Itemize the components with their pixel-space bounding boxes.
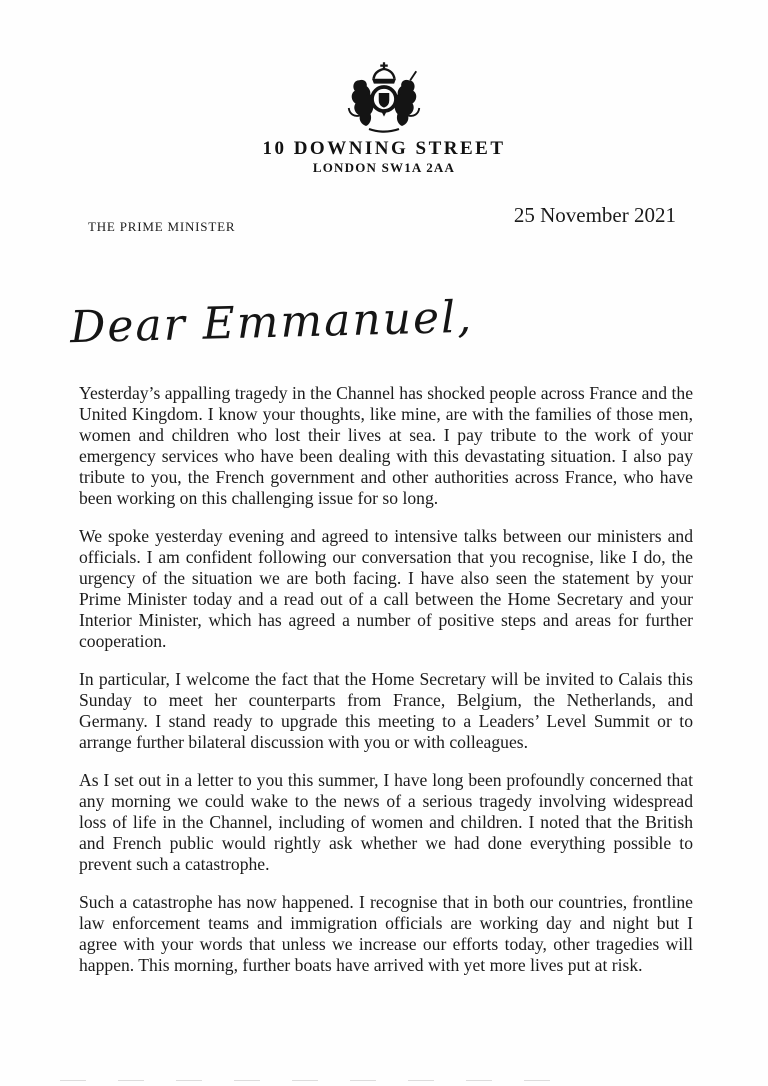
paragraph-talks-agreed: We spoke yesterday evening and agreed to intensive talks between our ministers and officials. I am confident following our conversation that you recognise, like I do, the urgency of the situation we are both facing. I have also seen the statement by your Prime Minister today and a read out of a call between the Home Secretary and your Interior Minister, which has agreed a number of positive steps and areas for further cooperation. xyxy=(79,526,693,651)
letter-date: 25 November 2021 xyxy=(513,203,676,227)
handwritten-salutation: Dear Emmanuel, xyxy=(69,291,474,354)
paragraph-tragedy-tribute: Yesterday’s appalling tragedy in the Channel has shocked people across France and the United Kingdom. I know your thoughts, like mine, are with the families of those men, women and children who lost their lives at sea. I pay tribute to the work of your emergency services who have been dealing with this devastating situation. I also pay tribute to you, the French government and other authorities across France, who have been working on this challenging issue for so long. xyxy=(79,383,693,508)
letterhead-postcode: LONDON SW1A 2AA xyxy=(312,160,456,175)
letterhead-street: 10 DOWNING STREET xyxy=(262,138,506,159)
royal-crest-icon xyxy=(339,60,429,138)
paragraph-catastrophe-happened: Such a catastrophe has now happened. I recognise that in both our countries, frontline law enforcement teams and immigration officials are working day and night but I agree with your words that unless we increase our efforts today, other tragedies will happen. This morning, further boats have arrived with yet more lives put at risk. xyxy=(79,892,693,975)
sender-title: THE PRIME MINISTER xyxy=(88,219,236,234)
paragraph-summer-letter: As I set out in a letter to you this summer, I have long been profoundly concerned that any morning we could wake to the news of a serious tragedy involving widespread loss of life in the Channel, including of women and children. I noted that the British and French public would rightly ask whether we had done everything possible to prevent such a catastrophe. xyxy=(79,770,693,874)
scan-edge-artifact xyxy=(60,1080,580,1081)
letter-body xyxy=(79,383,693,993)
paragraph-calais-meeting: In particular, I welcome the fact that the Home Secretary will be invited to Calais this Sunday to meet her counterparts from France, Belgium, the Netherlands, and Germany. I stand ready to upgrade this meeting to a Leaders’ Level Summit or to arrange further bilateral discussion with you or with colleagues. xyxy=(79,669,693,752)
